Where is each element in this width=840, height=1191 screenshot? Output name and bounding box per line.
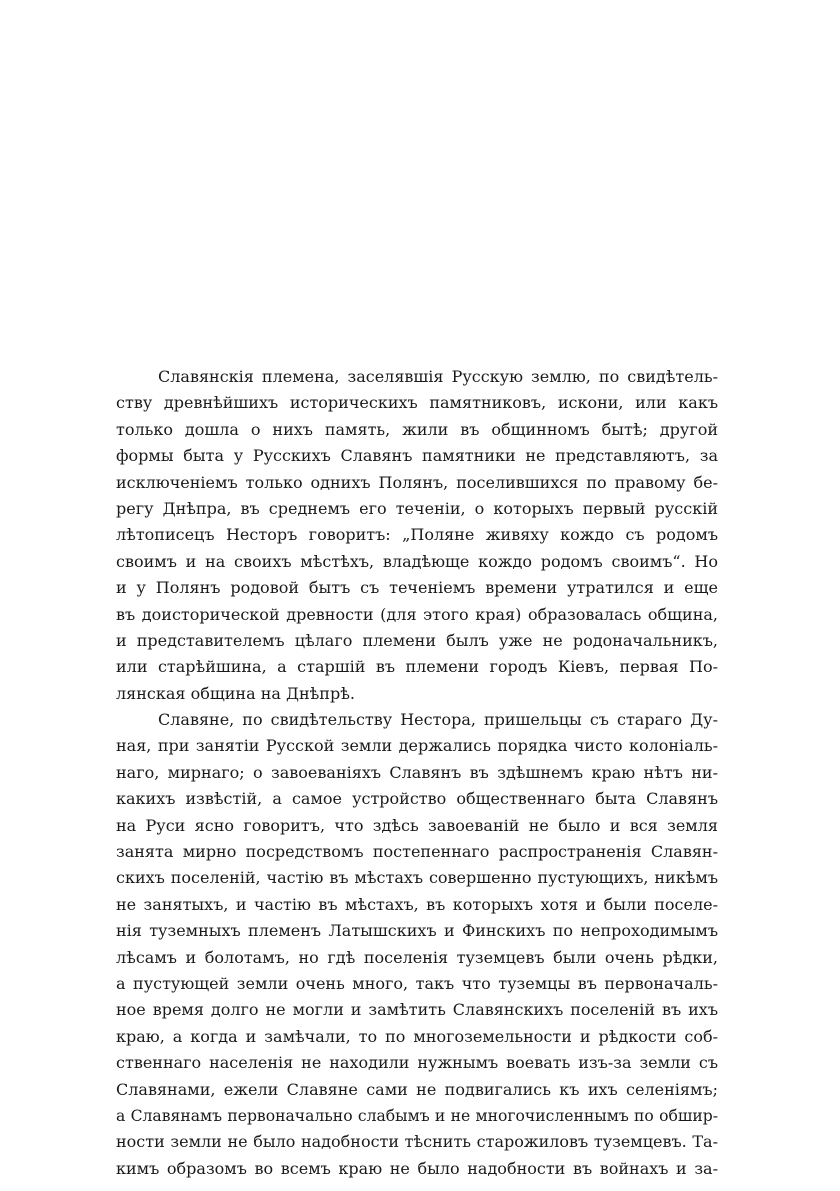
text-block — [116, 364, 718, 1182]
text-line: краю, а когда и замѣчали, то по многоземельности и рѣдкости соб- — [116, 1026, 718, 1046]
text-line: какихъ извѣстій, а самое устройство общественнаго быта Славянъ — [116, 789, 718, 809]
text-line: и у Полянъ родовой бытъ съ теченіемъ времени утратился и еще — [116, 578, 718, 598]
text-line: ности земли не было надобности тѣснить старожиловъ туземцевъ. Та- — [116, 1132, 718, 1152]
text-line: исключеніемъ только однихъ Полянъ, поселившихся по правому бе- — [116, 472, 718, 492]
text-line: или старѣйшина, а старшій въ племени городъ Кіевъ, первая По- — [116, 657, 718, 677]
text-line: лѣтописецъ Несторъ говоритъ: „Поляне живяху кождо съ родомъ — [116, 525, 718, 545]
paragraph-2 — [116, 707, 718, 1182]
text-line: ству древнѣйшихъ историческихъ памятниковъ, искони, или какъ — [116, 393, 718, 413]
text-line: наго, мирнаго; о завоеваніяхъ Славянъ въ здѣшнемъ краю нѣтъ ни- — [116, 762, 718, 782]
text-line: не занятыхъ, и частію въ мѣстахъ, въ которыхъ хотя и были поселе- — [116, 894, 718, 914]
text-line: кимъ образомъ во всемъ краю не было надобности въ войнахъ и за- — [116, 1158, 718, 1178]
text-line: ная, при занятіи Русской земли держались порядка чисто колоніаль- — [116, 736, 718, 756]
text-line: формы быта у Русскихъ Славянъ памятники не представляютъ, за — [116, 446, 718, 466]
text-line: только дошла о нихъ память, жили въ общинномъ бытѣ; другой — [116, 419, 718, 439]
text-line: лѣсамъ и болотамъ, но гдѣ поселенія туземцевъ были очень рѣдки, — [116, 947, 718, 967]
text-line: ственнаго населенія не находили нужнымъ воевать изъ-за земли съ — [116, 1053, 718, 1073]
text-line: лянская община на Днѣпрѣ. — [116, 683, 355, 703]
text-line: Славяне, по свидѣтельству Нестора, пришельцы съ стараго Ду- — [158, 710, 718, 730]
text-line: регу Днѣпра, въ среднемъ его теченіи, о которыхъ первый русскій — [116, 498, 718, 518]
text-line: нія туземныхъ племенъ Латышскихъ и Финскихъ по непроходимымъ — [116, 921, 718, 941]
text-line: Славянами, ежели Славяне сами не подвигались къ ихъ селеніямъ; — [116, 1079, 718, 1099]
text-line: ное время долго не могли и замѣтить Славянскихъ поселеній въ ихъ — [116, 1000, 718, 1020]
text-line: занята мирно посредствомъ постепеннаго распространенія Славян- — [116, 842, 718, 862]
text-line: своимъ и на своихъ мѣстѣхъ, владѣюще кождо родомъ своимъ“. Но — [116, 551, 718, 571]
text-line: а пустующей земли очень много, такъ что туземцы въ первоначаль- — [116, 973, 718, 993]
text-line: въ доисторической древности (для этого края) образовалась община, — [116, 604, 718, 624]
text-line: а Славянамъ первоначально слабымъ и не многочисленнымъ по обшир- — [116, 1106, 718, 1125]
text-line: Славянскія племена, заселявшія Русскую землю, по свидѣтель- — [158, 367, 718, 386]
text-line: на Руси ясно говоритъ, что здѣсь завоеваній не было и вся земля — [116, 815, 718, 835]
paragraph-1 — [116, 364, 718, 707]
text-line: скихъ поселеній, частію въ мѣстахъ совершенно пустующихъ, никѣмъ — [116, 868, 718, 888]
text-line: и представителемъ цѣлаго племени былъ уже не родоначальникъ, — [116, 630, 718, 650]
